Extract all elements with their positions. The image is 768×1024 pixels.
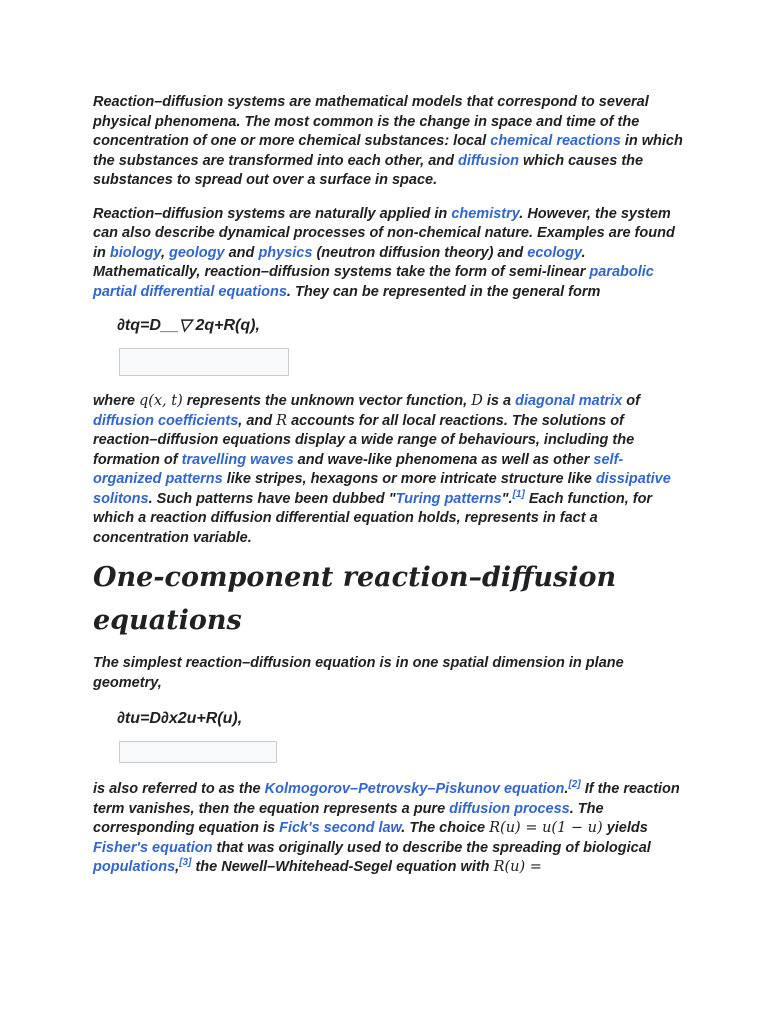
- text: and wave-like phenomena as well as other: [293, 451, 594, 468]
- equation-image-placeholder: [119, 741, 277, 763]
- article-content: [93, 93, 683, 878]
- equation-image-placeholder: [119, 348, 289, 376]
- math-inline: D: [471, 393, 483, 409]
- link-fishers-equation[interactable]: Fisher's equation: [93, 839, 213, 856]
- link-diagonal-matrix[interactable]: diagonal matrix: [515, 393, 623, 409]
- link-ecology[interactable]: ecology: [527, 244, 582, 261]
- kpp-paragraph: [93, 780, 683, 878]
- one-dimensional-equation: ∂tu=D∂x2u+R(u),: [117, 710, 243, 727]
- text: . They can be represented in the general form: [286, 283, 601, 300]
- section-heading: One-component reaction–diffusion equations: [93, 562, 617, 636]
- text: where: [93, 393, 139, 409]
- link-parabolic-pde[interactable]: parabolic partial differential equations: [93, 264, 654, 300]
- math-inline: R(u) =: [493, 859, 542, 875]
- text: Reaction–diffusion systems are mathematical models that correspond to several physical phenomena. The most common is the change in space and time of the concentration of one or more chemical substances: local: [93, 94, 649, 149]
- text: (neutron diffusion theory) and: [312, 244, 528, 261]
- citation-1[interactable]: [1]: [512, 488, 525, 500]
- text: Each function, for which a reaction diffusion differential equation holds, represents in fact a concentration variable.: [93, 490, 653, 546]
- citation-3[interactable]: [3]: [179, 857, 192, 869]
- applications-paragraph: [93, 205, 683, 303]
- link-diffusion-coefficients[interactable]: diffusion coefficients: [93, 412, 239, 429]
- text: If the reaction term vanishes, then the equation represents a pure: [93, 781, 680, 817]
- link-self-organized-patterns[interactable]: self-organized patterns: [93, 451, 624, 487]
- text: ".: [501, 490, 513, 507]
- link-chemistry[interactable]: chemistry: [451, 205, 520, 222]
- text: accounts for all local reactions. The solutions of reaction–diffusion equations display a wide range of behaviours, including the formation of: [93, 412, 635, 468]
- text: is also referred to as the: [93, 781, 265, 797]
- text: in which the substances are transformed into each other, and: [93, 133, 683, 169]
- link-ficks-second-law[interactable]: Fick's second law: [279, 820, 402, 836]
- link-chemical-reactions[interactable]: chemical reactions: [490, 133, 621, 149]
- text: Reaction–diffusion systems are naturally applied in: [93, 205, 452, 222]
- explanation-paragraph: [93, 392, 683, 548]
- intro-paragraph: [93, 93, 683, 191]
- text: and: [224, 244, 259, 261]
- text: represents the unknown vector function,: [182, 393, 472, 409]
- link-dissipative-solitons[interactable]: dissipative solitons: [93, 471, 671, 507]
- text: like stripes, hexagons or more intricate structure like: [222, 471, 596, 487]
- link-diffusion[interactable]: diffusion: [458, 152, 519, 169]
- link-biology[interactable]: biology: [109, 244, 161, 261]
- text: , and: [238, 412, 277, 429]
- math-inline: q(x, t): [138, 393, 183, 409]
- text: yields: [602, 820, 648, 836]
- text: . However, the system can also describe dynamical processes of non-chemical nature. Examples are found in: [93, 205, 675, 261]
- link-kpp-equation[interactable]: Kolmogorov–Petrovsky–Piskunov equation: [264, 781, 565, 797]
- text: The simplest reaction–diffusion equation is in one spatial dimension in plane geometry,: [93, 655, 624, 691]
- text: ,: [160, 244, 169, 261]
- text: the Newell–Whitehead-Segel equation with: [191, 859, 494, 875]
- simplest-equation-paragraph: [93, 654, 683, 693]
- citation-2[interactable]: [2]: [568, 779, 581, 791]
- text: is a: [482, 393, 516, 409]
- text: of: [622, 393, 640, 409]
- text: that was originally used to describe the spreading of biological: [212, 839, 651, 856]
- text: . Mathematically, reaction–diffusion systems take the form of semi-linear: [93, 244, 590, 280]
- text: ,: [175, 859, 180, 875]
- link-turing-patterns[interactable]: Turing patterns: [395, 490, 502, 507]
- text: . Such patterns have been dubbed ": [148, 490, 396, 507]
- text: . The choice: [401, 820, 490, 836]
- math-inline: R(u) = u(1 − u): [489, 820, 603, 836]
- general-form-equation: ∂tq=D__▽ 2q+R(q),: [117, 317, 260, 334]
- text: .: [564, 781, 569, 797]
- link-geology[interactable]: geology: [169, 244, 225, 261]
- link-travelling-waves[interactable]: travelling waves: [181, 451, 294, 468]
- link-diffusion-process[interactable]: diffusion process: [449, 800, 570, 817]
- link-populations[interactable]: populations: [93, 859, 176, 875]
- link-physics[interactable]: physics: [258, 244, 313, 261]
- text: . The corresponding equation is: [93, 800, 604, 836]
- text: which causes the substances to spread out over a surface in space.: [93, 152, 644, 188]
- math-inline: R: [276, 412, 288, 429]
